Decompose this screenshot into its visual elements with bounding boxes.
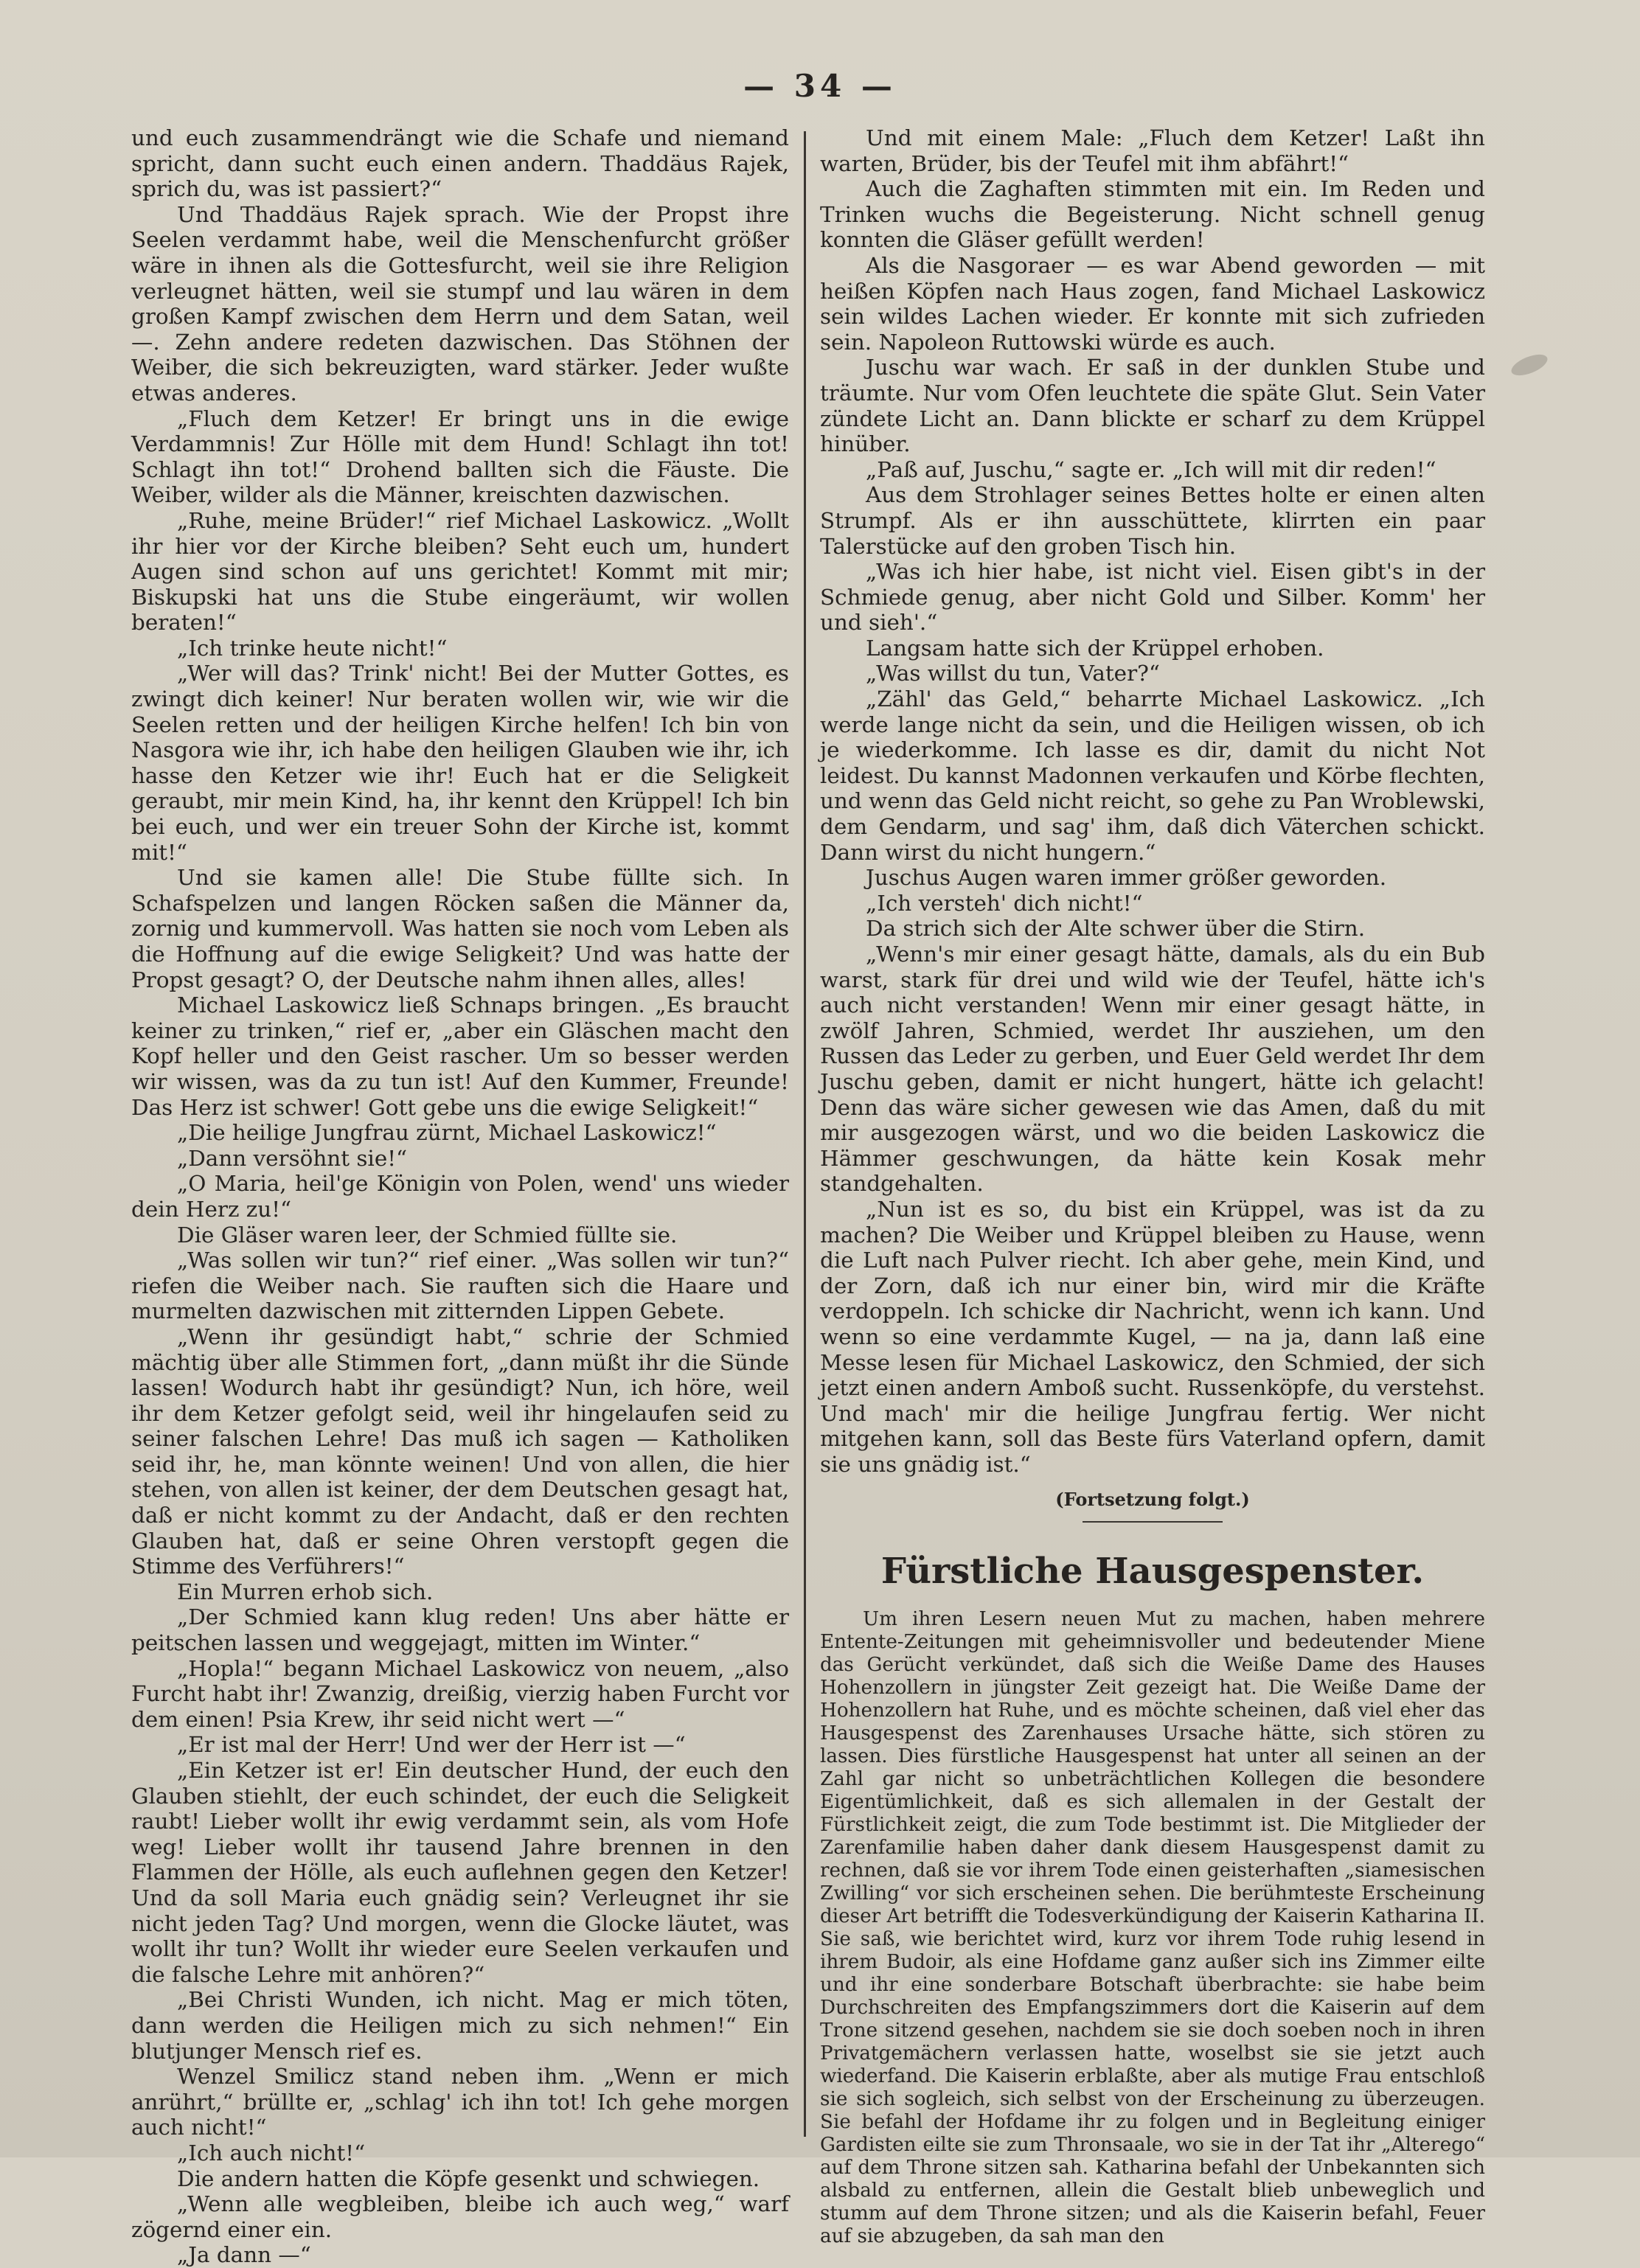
right-paragraph: Auch die Zaghaften stimmten mit ein. Im Reden und Trinken wuchs die Begeisterung. Nicht schnell genug konnten die Gläser gefüllt werden!	[820, 176, 1485, 253]
right-paragraph: Juschu war wach. Er saß in der dunklen Stube und träumte. Nur vom Ofen leuchtete die späte Glut. Sein Vater zündete Licht an. Dann blickte er scharf zu dem Krüppel hinüber.	[820, 355, 1485, 457]
left-paragraph: „Dann versöhnt sie!“	[177, 1145, 408, 1171]
left-paragraph: „Der Schmied kann klug reden! Uns aber hätte er peitschen lassen und weggejagt, mitten im Winter.“	[131, 1604, 789, 1656]
left-column	[131, 125, 789, 2268]
left-paragraph: „Fluch dem Ketzer! Er bringt uns in die ewige Verdammnis! Zur Hölle mit dem Hund! Schlagt ihn tot! Schlagt ihn tot!“ Drohend ballten sich die Fäuste. Die Weiber, wilder als die Männer, kreischten dazwischen.	[131, 406, 789, 508]
left-paragraph: „Wenn ihr gesündigt habt,“ schrie der Schmied mächtig über alle Stimmen fort, „dann müßt ihr die Sünde lassen! Wodurch habt ihr gesündigt? Nun, ich höre, weil ihr dem Ketzer gefolgt seid, weil ihr hingelaufen seid zu seiner falschen Lehre! Das muß ich sagen — Katholiken seid ihr, he, man könnte weinen! Und von allen, die hier stehen, von allen ist keiner, der dem Deutschen gesagt hat, daß er nicht kommt zu der Andacht, daß er den rechten Glauben hat, daß er seine Ohren verstopft gegen die Stimme des Verführers!“	[131, 1323, 789, 1579]
right-paragraph: Aus dem Strohlager seines Bettes holte er einen alten Strumpf. Als er ihn ausschüttete, klirrten ein paar Talerstücke auf den groben Tisch hin.	[820, 482, 1485, 559]
article-paragraph: Um ihren Lesern neuen Mut zu machen, haben mehrere Entente-Zeitungen mit geheimnisvoller und bedeutender Miene das Gerücht verkündet, daß sich die Weiße Dame des Hauses Hohenzollern in jüngster Zeit gezeigt hat. Die Weiße Dame der Hohenzollern hat Ruhe, und es möchte scheinen, daß viel eher das Hausgespenst des Zarenhauses Ursache hätte, sich stören zu lassen. Dies fürstliche Hausgespenst hat unter all seinen an der Zahl gar nicht so unbeträchtlichen Kollegen die besondere Eigentümlichkeit, daß es sich allemalen in der Gestalt der Fürstlichkeit zeigt, die zum Tode bestimmt ist. Die Mitglieder der Zarenfamilie haben daher dank diesem Hausgespenst damit zu rechnen, daß sie vor ihrem Tode einen geisterhaften „siamesischen Zwilling“ vor sich erscheinen sehen. Die berühmteste Erscheinung dieser Art betrifft die Todesverkündigung der Kaiserin Katharina II. Sie saß, wie berichtet wird, kurz vor ihrem Tode ruhig lesend in ihrem Budoir, als eine Hofdame ganz außer sich ins Zimmer eilte und ihr eine sonderbare Botschaft überbrachte: sie habe beim Durchschreiten des Empfangszimmers dort die Kaiserin auf dem Trone sitzend gesehen, nachdem sie sie doch soeben noch in ihren Privatgemächern verlassen hatte, woselbst sie sie jetzt auch wiederfand. Die Kaiserin erblaßte, aber als mutige Frau entschloß sie sich sogleich, sich selbst von der Erscheinung zu überzeugen. Sie befahl der Hofdame ihr zu folgen und in Begleitung einiger Gardisten eilte sie zum Thronsaale, wo sie in der Tat ihr „Alterego“ auf dem Throne sitzen sah. Katharina befahl der Unbekannten sich alsbald zu entfernen, allein die Gestalt blieb unbeweglich und stumm auf dem Throne sitzen; und als die Kaiserin befahl, Feuer auf sie abzugeben, da sah man den	[820, 1608, 1485, 2248]
left-paragraph: und euch zusammendrängt wie die Schafe und niemand spricht, dann sucht euch einen andern. Thaddäus Rajek, sprich du, was ist passiert?“	[131, 125, 789, 202]
left-paragraph: Und Thaddäus Rajek sprach. Wie der Propst ihre Seelen verdammt habe, weil die Menschenfurcht größer wäre in ihnen als die Gottesfurcht, weil sie ihre Religion verleugnet hätten, weil sie stumpf und lau wären in dem großen Kampf zwischen dem Herrn und dem Satan, weil —. Zehn andere redeten dazwischen. Das Stöhnen der Weiber, die sich bekreuzigten, ward stärker. Jeder wußte etwas anderes.	[131, 201, 789, 406]
right-paragraph: Als die Nasgoraer — es war Abend geworden — mit heißen Köpfen nach Haus zogen, fand Michael Laskowicz sein wildes Lachen wieder. Er konnte mit sich zufrieden sein. Napoleon Ruttowski würde es auch.	[820, 252, 1485, 355]
left-paragraph: „Ich auch nicht!“	[177, 2140, 366, 2166]
left-paragraph: „Die heilige Jungfrau zürnt, Michael Laskowicz!“	[177, 1120, 717, 1146]
left-paragraph: „Er ist mal der Herr! Und wer der Herr ist —“	[177, 1732, 686, 1758]
right-paragraph: „Nun ist es so, du bist ein Krüppel, was ist da zu machen? Die Weiber und Krüppel bleiben zu Hause, wenn die Luft nach Pulver riecht. Ich aber gehe, mein Kind, und der Zorn, daß ich nur einer bin, wird mir die Kräfte verdoppeln. Ich schicke dir Nachricht, wenn ich kann. Und wenn so eine verdammte Kugel, — na ja, dann laß eine Messe lesen für Michael Laskowicz, den Schmied, der sich jetzt einen andern Amboß sucht. Russenköpfe, du verstehst. Und mach' mir die heilige Jungfrau fertig. Wer nicht mitgehen kann, soll das Beste fürs Vaterland opfern, damit sie uns gnädig ist.“	[820, 1196, 1485, 1477]
left-paragraph: „O Maria, heil'ge Königin von Polen, wend' uns wieder dein Herz zu!“	[131, 1171, 789, 1222]
left-paragraph: Wenzel Smilicz stand neben ihm. „Wenn er mich anrührt,“ brüllte er, „schlag' ich ihn tot! Ich gehe morgen auch nicht!“	[131, 2064, 789, 2140]
left-paragraph: Ein Murren erhob sich.	[177, 1579, 434, 1604]
column-divider	[804, 131, 806, 2137]
right-paragraph: Langsam hatte sich der Krüppel erhoben.	[866, 635, 1324, 661]
continuation-note: (Fortsetzung folgt.)	[1055, 1489, 1250, 1511]
right-paragraph: Da strich sich der Alte schwer über die Stirn.	[866, 916, 1366, 942]
page-number: — 34 —	[743, 68, 897, 104]
right-paragraph: „Was willst du tun, Vater?“	[866, 661, 1160, 686]
left-paragraph: Die andern hatten die Köpfe gesenkt und schwiegen.	[177, 2166, 760, 2191]
left-paragraph: „Was sollen wir tun?“ rief einer. „Was sollen wir tun?“ riefen die Weiber nach. Sie rauften sich die Haare und murmelten dazwischen mit zitternden Lippen Gebete.	[131, 1248, 789, 1324]
left-paragraph: „Wenn alle wegbleiben, bleibe ich auch weg,“ warf zögernd einer ein.	[131, 2191, 789, 2242]
right-paragraph: „Paß auf, Juschu,“ sagte er. „Ich will mit dir reden!“	[866, 456, 1436, 482]
left-paragraph: „Ich trinke heute nicht!“	[177, 635, 448, 661]
article-body	[820, 1608, 1485, 2248]
left-paragraph: „Ruhe, meine Brüder!“ rief Michael Laskowicz. „Wollt ihr hier vor der Kirche bleiben? Seht euch um, hundert Augen sind schon auf uns gerichtet! Kommt mit mir; Biskupski hat uns die Stube eingeräumt, wir wollen beraten!“	[131, 507, 789, 636]
left-paragraph: „Ja dann —“	[177, 2242, 311, 2268]
right-paragraph: Und mit einem Male: „Fluch dem Ketzer! Laßt ihn warten, Brüder, bis der Teufel mit ihm abfährt!“	[820, 125, 1485, 176]
article-divider	[1083, 1521, 1223, 1523]
left-paragraph: Michael Laskowicz ließ Schnaps bringen. „Es braucht keiner zu trinken,“ rief er, „aber ein Gläschen macht den Kopf heller und den Geist rascher. Um so besser werden wir wissen, was da zu tun ist! Auf den Kummer, Freunde! Das Herz ist schwer! Gott gebe uns die ewige Seligkeit!“	[131, 992, 789, 1120]
left-paragraph: Und sie kamen alle! Die Stube füllte sich. In Schafspelzen und langen Röcken saßen die Männer da, zornig und kummervoll. Was hatten sie noch vom Leben als die Hoffnung auf die ewige Seligkeit? Und was hatte der Propst gesagt? O, der Deutsche nahm ihnen alles, alles!	[131, 865, 789, 992]
right-paragraph: „Ich versteh' dich nicht!“	[866, 890, 1143, 916]
left-paragraph: „Wer will das? Trink' nicht! Bei der Mutter Gottes, es zwingt dich keiner! Nur beraten wollen wir, wie wir die Seelen retten und der heiligen Kirche helfen! Ich bin von Nasgora wie ihr, ich habe den heiligen Glauben wie ihr, ich hasse den Ketzer wie ihr! Euch hat er die Seligkeit geraubt, mir mein Kind, ha, ihr kennt den Krüppel! Ich bin bei euch, und wer ein treuer Sohn der Kirche ist, kommt mit!“	[131, 661, 789, 865]
right-column	[820, 125, 1485, 2248]
right-paragraph: „Zähl' das Geld,“ beharrte Michael Laskowicz. „Ich werde lange nicht da sein, und die Heiligen wissen, ob ich je wiederkomme. Ich lasse es dir, damit du nicht Not leidest. Du kannst Madonnen verkaufen und Körbe flechten, und wenn das Geld nicht reicht, so gehe zu Pan Wroblewski, dem Gendarm, und sag' ihm, daß dich Väterchen schickt. Dann wirst du nicht hungern.“	[820, 686, 1485, 865]
left-paragraph: „Ein Ketzer ist er! Ein deutscher Hund, der euch den Glauben stiehlt, der euch schindet, der euch die Seligkeit raubt! Lieber wollt ihr ewig verdammt sein, als vom Hofe weg! Lieber wollt ihr tausend Jahre brennen in den Flammen der Hölle, als euch auflehnen gegen den Ketzer! Und da soll Maria euch gnädig sein? Verleugnet ihr sie nicht jeden Tag? Und morgen, wenn die Glocke läutet, was wollt ihr tun? Wollt ihr wieder eure Seelen verkaufen und die falsche Lehre mit anhören?“	[131, 1758, 789, 1987]
left-paragraph: Die Gläser waren leer, der Schmied füllte sie.	[177, 1222, 678, 1248]
right-paragraph: „Wenn's mir einer gesagt hätte, damals, als du ein Bub warst, stark für drei und wild wie der Teufel, hätte ich's auch nicht verstanden! Wenn mir einer gesagt hätte, in zwölf Jahren, Schmied, werdet Ihr ausziehen, um den Russen das Leder zu gerben, und Euer Geld werdet Ihr dem Juschu geben, damit er nicht hungert, hätte ich gelacht! Denn das wäre sicher gewesen wie das Amen, daß du mit mir ausgezogen wärst, und wo die beiden Laskowicz die Hämmer geschwungen, da hätte kein Kosak mehr standgehalten.	[820, 942, 1485, 1197]
left-paragraph: „Bei Christi Wunden, ich nicht. Mag er mich töten, dann werden die Heiligen mich zu sich nehmen!“ Ein blutjunger Mensch rief es.	[131, 1987, 789, 2064]
right-paragraph: Juschus Augen waren immer größer geworden.	[866, 865, 1387, 891]
left-paragraph: „Hopla!“ begann Michael Laskowicz von neuem, „also Furcht habt ihr! Zwanzig, dreißig, vierzig haben Furcht vor dem einen! Psia Krew, ihr seid nicht wert —“	[131, 1655, 789, 1732]
article-title: Fürstliche Hausgespenster.	[880, 1551, 1425, 1593]
paper-stain	[1509, 350, 1550, 380]
right-paragraph: „Was ich hier habe, ist nicht viel. Eisen gibt's in der Schmiede genug, aber nicht Gold und Silber. Komm' her und sieh'.“	[820, 559, 1485, 636]
